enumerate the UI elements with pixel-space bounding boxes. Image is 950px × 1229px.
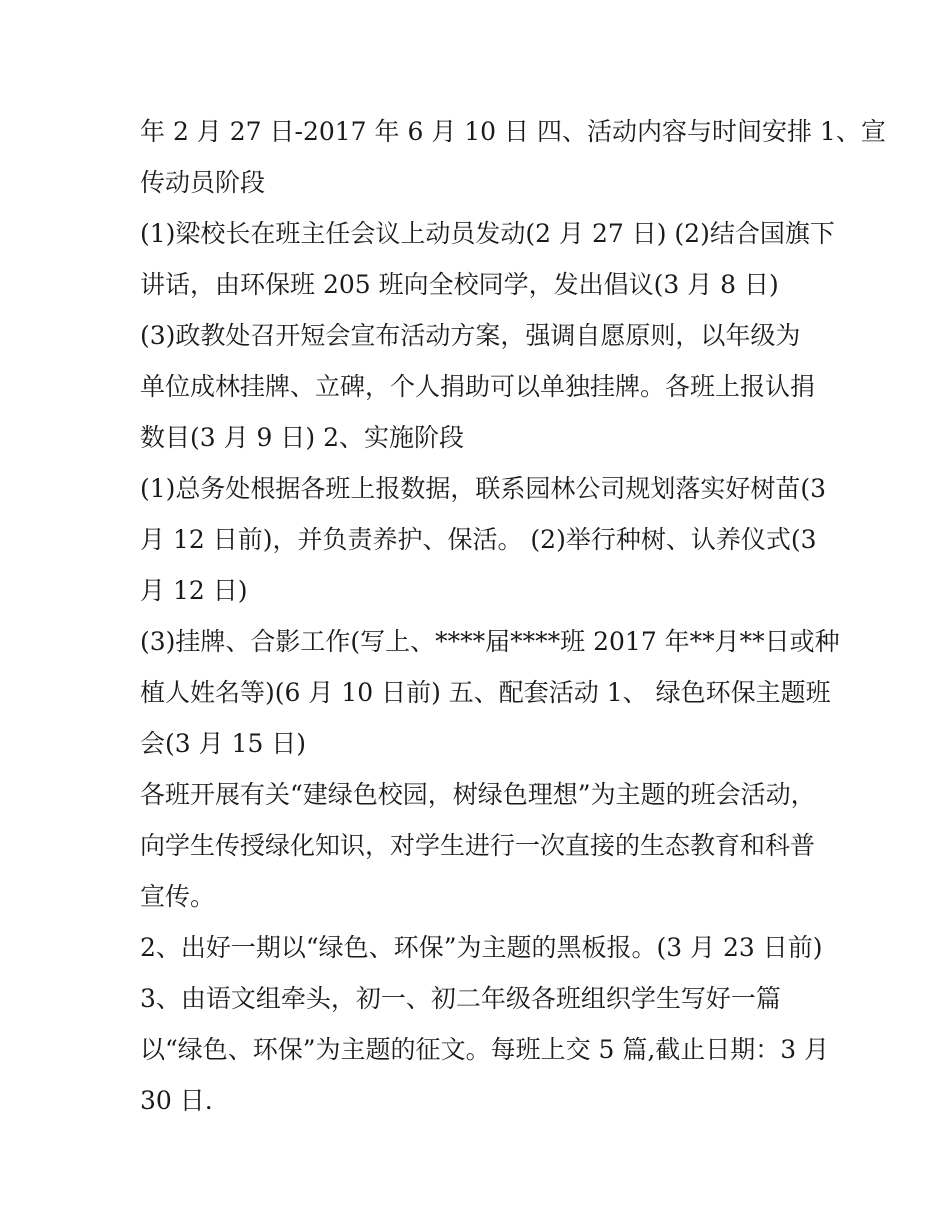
text-line: 3、由语文组牵头，初一、初二年级各班组织学生写好一篇 [140,984,781,1013]
text-line: 年 2 月 27 日-2017 年 6 月 10 日 四、活动内容与时间安排 1、宣 [140,117,886,146]
text-line: 传动员阶段 [140,168,266,197]
text-line: (1)总务处根据各班上报数据，联系园林公司规划落实好树苗(3 [140,474,827,503]
text-line: 数目(3 月 9 日) 2、实施阶段 [140,423,465,452]
text-line: 30 日. [140,1086,213,1115]
text-line: (3)政教处召开短会宣布活动方案，强调自愿原则，以年级为 [140,321,801,350]
text-line: 月 12 日) [140,576,248,605]
text-line: (1)梁校长在班主任会议上动员发动(2 月 27 日) (2)结合国旗下 [140,219,835,248]
text-line: 宣传。 [140,882,216,911]
text-line: 单位成林挂牌、立碑，个人捐助可以单独挂牌。各班上报认捐 [140,372,816,401]
text-line: 月 12 日前)，并负责养护、保活。 (2)举行种树、认养仪式(3 [140,525,817,554]
text-line: 以“绿色、环保”为主题的征文。每班上交 5 篇,截止日期：3 月 [140,1035,830,1064]
text-line: 向学生传授绿化知识，对学生进行一次直接的生态教育和科普 [140,831,816,860]
text-line: 讲话，由环保班 205 班向全校同学，发出倡议(3 月 8 日) [140,270,779,299]
text-line: 各班开展有关“建绿色校园，树绿色理想”为主题的班会活动， [140,780,816,809]
document-body [140,106,886,1126]
text-line: (3)挂牌、合影工作(写上、****届****班 2017 年**月**日或种 [140,627,840,656]
text-line: 植人姓名等)(6 月 10 日前) 五、配套活动 1、 绿色环保主题班 [140,678,831,707]
text-line: 2、出好一期以“绿色、环保”为主题的黑板报。(3 月 23 日前) [140,933,823,962]
text-line: 会(3 月 15 日) [140,729,307,758]
